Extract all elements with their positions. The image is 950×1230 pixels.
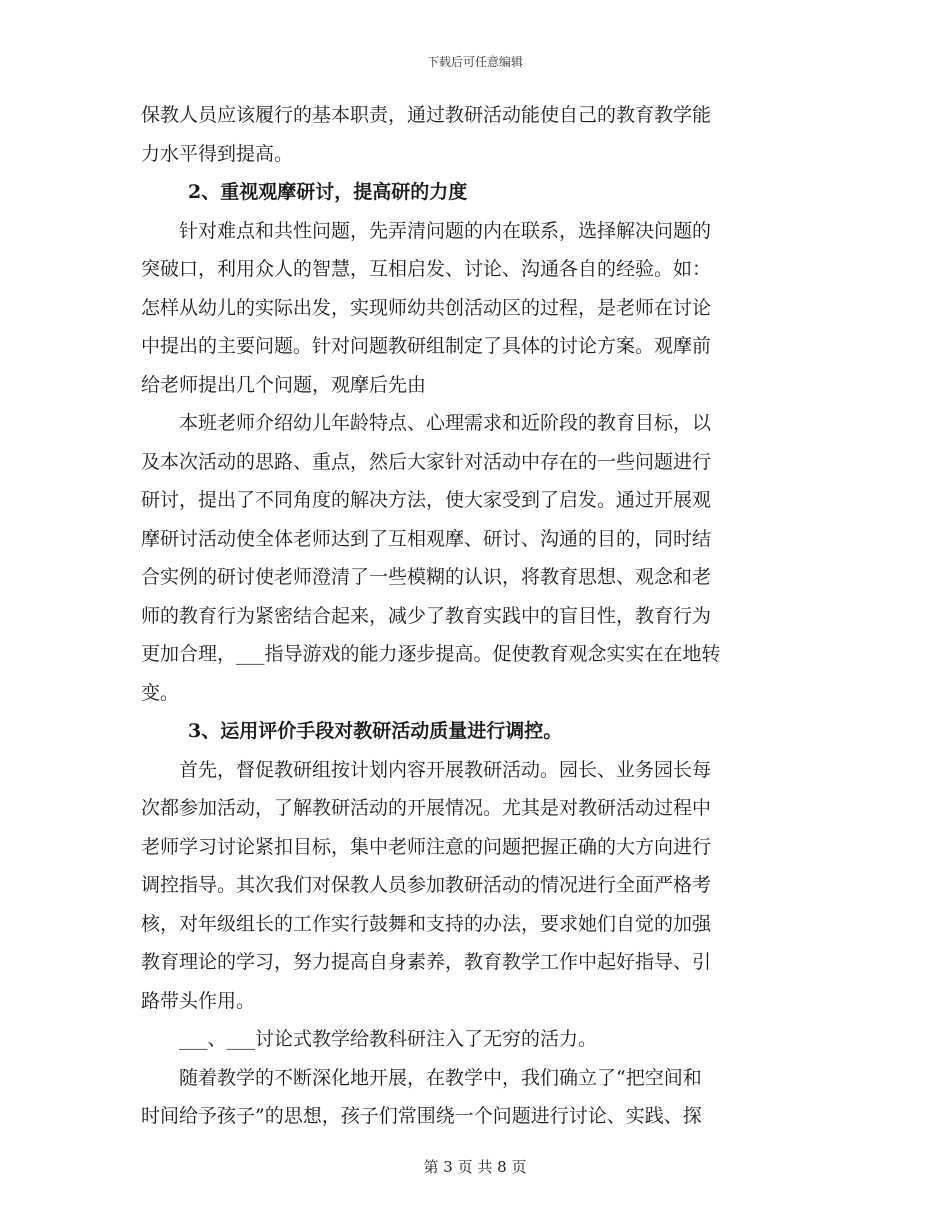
document-body: [141, 96, 809, 1136]
text-line: 变。: [141, 681, 180, 704]
text-line: 摩研讨活动使全体老师达到了互相观摩、研讨、沟通的目的，同时结: [141, 527, 712, 550]
text-line: 研讨，提出了不同角度的解决方法，使大家受到了启发。通过开展观: [141, 489, 712, 511]
paragraph-start: 本班老师介绍幼儿年龄特点、心理需求和近阶段的教育目标，以: [179, 412, 712, 434]
text-line: 核，对年级组长的工作实行鼓舞和支持的办法，要求她们自觉的加强: [141, 912, 712, 935]
text-line: 中提出的主要问题。针对问题教研组制定了具体的讨论方案。观摩前: [141, 335, 712, 357]
text-line: 师的教育行为紧密结合起来，减少了教育实践中的盲目性，教育行为: [141, 604, 712, 627]
page-header: 下载后可任意编辑: [426, 55, 523, 69]
paragraph-start: 随着教学的不断深化地开展，在教学中，我们确立了“把空间和: [179, 1066, 702, 1089]
section-heading: 2、重视观摩研讨，提高研的力度: [188, 181, 468, 203]
text-line: 调控指导。其次我们对保教人员参加教研活动的情况进行全面严格考: [141, 874, 712, 896]
text-line: 次都参加活动，了解教研活动的开展情况。尤其是对教研活动过程中: [141, 797, 712, 819]
text-line: 老师学习讨论紧扣目标，集中老师注意的问题把握正确的大方向进行: [141, 835, 712, 858]
text-line: 合实例的研讨使老师澄清了一些模糊的认识，将教育思想、观念和老: [141, 566, 712, 588]
text-line: 教育理论的学习，努力提高自身素养，教育教学工作中起好指导、引: [141, 951, 712, 973]
text-line: 更加合理，___指导游戏的能力逐步提高。促使教育观念实实在在地转: [141, 643, 721, 665]
text-line: 力水平得到提高。: [141, 142, 294, 165]
section-heading: 3、运用评价手段对教研活动质量进行调控。: [188, 720, 563, 742]
text-line: 时间给予孩子”的思想，孩子们常围绕一个问题进行讨论、实践、探: [141, 1105, 702, 1127]
text-line: 保教人员应该履行的基本职责，通过教研活动能使自己的教育教学能: [141, 104, 712, 126]
text-line: 路带头作用。: [141, 989, 256, 1012]
paragraph-start: 首先，督促教研组按计划内容开展教研活动。园长、业务园长每: [179, 758, 712, 781]
page-number: 第 3 页 共 8 页: [423, 1158, 527, 1176]
text-line: 及本次活动的思路、重点，然后大家针对活动中存在的一些问题进行: [141, 450, 712, 473]
paragraph-start: ___、___讨论式教学给教科研注入了无穷的活力。: [179, 1028, 598, 1050]
text-line: 怎样从幼儿的实际出发，实现师幼共创活动区的过程，是老师在讨论: [141, 296, 712, 319]
text-line: 突破口，利用众人的智慧，互相启发、讨论、沟通各自的经验。如：: [141, 258, 712, 280]
text-line: 给老师提出几个问题，观摩后先由: [141, 373, 427, 396]
paragraph-start: 针对难点和共性问题，先弄清问题的内在联系，选择解决问题的: [179, 219, 712, 242]
